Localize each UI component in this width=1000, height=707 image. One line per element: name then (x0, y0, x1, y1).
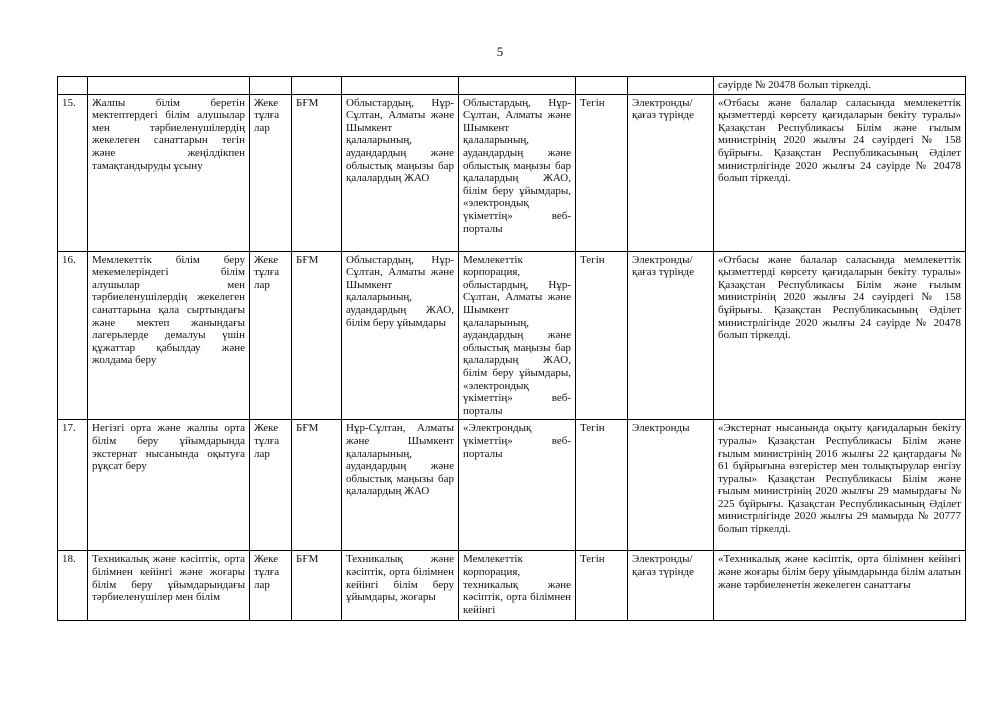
cell-law: «Техникалық және кәсіптік, орта білімнен кейінгі және жоғары білім беру ұйымдарында білім алатын және тәрбиеленетін жекелеген санаттағы (714, 551, 966, 621)
cell-form: Электронды/ қағаз түрінде (628, 551, 714, 621)
cell-acceptance (459, 77, 576, 95)
cell-provider (342, 77, 459, 95)
cell-provider: Техникалық және кәсіптік, орта білімнен кейінгі білім беру ұйымдары, жоғары (342, 551, 459, 621)
cell-recipient: Жеке тұлға лар (250, 551, 292, 621)
cell-num: 16. (58, 251, 88, 420)
cell-law: «Отбасы және балалар саласында мемлекеттік қызметтерді көрсету қағидаларын бекіту туралы» Қазақстан Республикасы Білім және ғылым министрінің 2020 жылғы 24 сәуірдегі № 158 бұйрығы. Қазақстан Республикасының Әділет министрлігінде 2020 жылғы 24 сәуірде № 20478 болып тіркелді. (714, 251, 966, 420)
cell-ministry: БҒМ (292, 251, 342, 420)
cell-service: Негізгі орта және жалпы орта білім беру ұйымдарында экстернат нысанында оқытуға рұқсат беру (88, 420, 250, 551)
cell-cost: Тегін (576, 420, 628, 551)
cell-num: 15. (58, 94, 88, 251)
table-row (58, 94, 966, 251)
cell-cost: Тегін (576, 251, 628, 420)
cell-num (58, 77, 88, 95)
cell-recipient: Жеке тұлға лар (250, 251, 292, 420)
cell-ministry (292, 77, 342, 95)
cell-recipient: Жеке тұлға лар (250, 420, 292, 551)
cell-cost: Тегін (576, 551, 628, 621)
cell-form (628, 77, 714, 95)
cell-law: сәуірде № 20478 болып тіркелді. (714, 77, 966, 95)
table-row (58, 551, 966, 621)
cell-recipient (250, 77, 292, 95)
cell-provider: Облыстардың, Нұр-Сұлтан, Алматы және Шымкент қалаларының, аудандардың және облыстық маңызы бар қалалардың ЖАО (342, 94, 459, 251)
cell-cost: Тегін (576, 94, 628, 251)
cell-acceptance: Облыстардың, Нұр-Сұлтан, Алматы және Шымкент қалаларының, аудандардың және облыстық маңызы бар қалалардың ЖАО, білім беру ұйымдары, «электрондық үкіметтің» веб-порталы (459, 94, 576, 251)
cell-ministry: БҒМ (292, 94, 342, 251)
cell-service (88, 77, 250, 95)
cell-num: 17. (58, 420, 88, 551)
cell-num: 18. (58, 551, 88, 621)
table-row (58, 420, 966, 551)
cell-service: Техникалық және кәсіптік, орта білімнен кейінгі және жоғары білім беру ұйымдарындағы тәрбиеленушілер мен білім (88, 551, 250, 621)
cell-service: Мемлекеттік білім беру мекемелеріндегі білім алушылар мен тәрбиеленушілердің жекелеген санаттарына қала сыртындағы және мектеп жанындағы лагерьлерде демалуы үшін құжаттар қабылдау және жолдама беру (88, 251, 250, 420)
cell-form: Электронды/ қағаз түрінде (628, 94, 714, 251)
cell-recipient: Жеке тұлға лар (250, 94, 292, 251)
cell-law: «Экстернат нысанында оқыту қағидаларын бекіту туралы» Қазақстан Республикасы Білім және ғылым министрінің 2016 жылғы 22 қаңтардағы № 61 бұйрығына өзгерістер мен толықтырулар енгізу туралы» Қазақстан Республикасы Білім және ғылым министрінің 2020 жылғы 29 мамырдағы № 225 бұйрығы. Қазақстан Республикасының Әділет министрлігінде 2020 жылғы 29 мамырда № 20777 болып тіркелді. (714, 420, 966, 551)
cell-acceptance: Мемлекеттік корпорация, техникалық және кәсіптік, орта білімнен кейінгі (459, 551, 576, 621)
page-number: 5 (496, 44, 504, 59)
cell-form: Электронды (628, 420, 714, 551)
table-row-continuation (58, 77, 966, 95)
cell-ministry: БҒМ (292, 551, 342, 621)
cell-form: Электронды/ қағаз түрінде (628, 251, 714, 420)
cell-law: «Отбасы және балалар саласында мемлекеттік қызметтерді көрсету қағидаларын бекіту туралы» Қазақстан Республикасы Білім және ғылым министрінің 2020 жылғы 24 сәуірдегі № 158 бұйрығы. Қазақстан Республикасының Әділет министрлігінде 2020 жылғы 24 сәуірде № 20478 болып тіркелді. (714, 94, 966, 251)
table-row (58, 251, 966, 420)
cell-provider: Нұр-Сұлтан, Алматы және Шымкент қалаларының, аудандардың және облыстық маңызы бар қалалардың ЖАО (342, 420, 459, 551)
cell-acceptance: Мемлекеттік корпорация, облыстардың, Нұр-Сұлтан, Алматы және Шымкент қалаларының, аудандардың және облыстық маңызы бар қалалардың ЖАО, білім беру ұйымдары, «электрондық үкіметтің» веб-порталы (459, 251, 576, 420)
cell-ministry: БҒМ (292, 420, 342, 551)
cell-service: Жалпы білім беретін мектептердегі білім алушылар мен тәрбиеленушілердің жекелеген санаттарын тегін және жеңілдікпен тамақтандыруды ұсыну (88, 94, 250, 251)
cell-cost (576, 77, 628, 95)
cell-acceptance: «Электрондық үкіметтің» веб-порталы (459, 420, 576, 551)
cell-provider: Облыстардың, Нұр-Сұлтан, Алматы және Шымкент қалаларының, аудандардың ЖАО, білім беру ұйымдары (342, 251, 459, 420)
services-table (57, 76, 966, 621)
